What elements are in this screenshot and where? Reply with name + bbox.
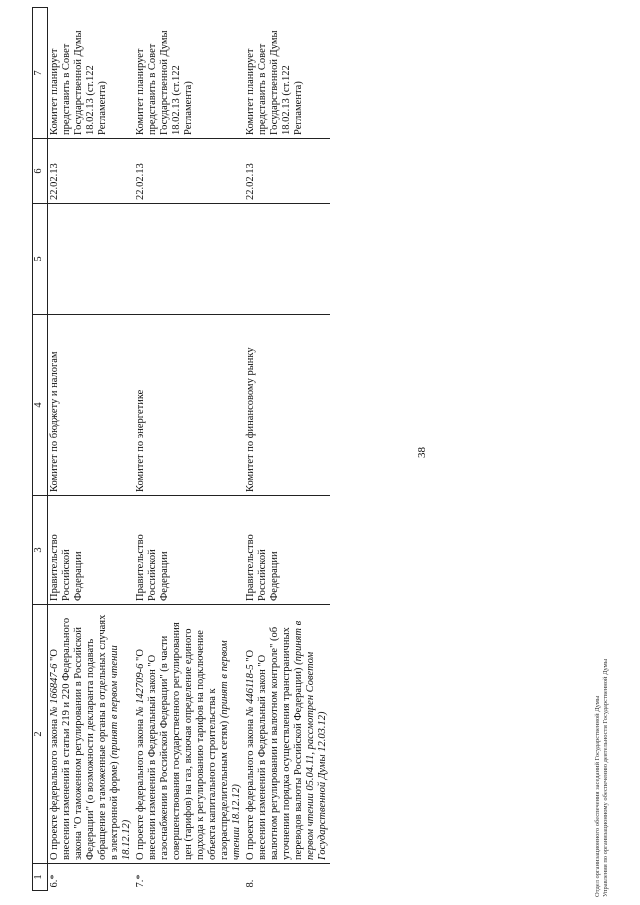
- date: 22.02.13: [134, 139, 244, 204]
- plan-note: Комитет планирует представить в Совет Государственной Думы 18.02.13 (ст.122 Регламента): [48, 8, 135, 139]
- initiator: Правительство Российской Федерации: [244, 496, 330, 605]
- agenda-table: [32, 7, 330, 891]
- committee: Комитет по энергетике: [134, 315, 244, 496]
- bill-reading-note: (принят в первом чтении 18.12.12): [109, 645, 132, 860]
- col-header-1: 1: [33, 864, 48, 891]
- row-number: 6.*: [49, 874, 60, 888]
- table-row: [48, 8, 135, 891]
- initiator: Правительство Российской Федерации: [134, 496, 244, 605]
- col-header-4: 4: [33, 315, 48, 496]
- column-5-cell: [244, 204, 330, 315]
- footer-line-1: Отдел организационного обеспечения заседаний Государственной Думы: [594, 695, 601, 897]
- plan-note: Комитет планирует представить в Совет Государственной Думы 18.02.13 (ст.122 Регламента): [134, 8, 244, 139]
- bill-body: "О внесении изменений в Федеральный закон "О валютном регулировании и валютном контроле" (об уточнении порядка осуществления трансграничных переводов валюты Российской Федерации): [245, 626, 304, 860]
- column-5-cell: [134, 204, 244, 315]
- date: 22.02.13: [244, 139, 330, 204]
- bill-body: "О внесении изменений в статьи 219 и 220 Федерального закона "О таможенном регулировании в Российской Федерации" (о возможности декларанта подавать обращение в таможенные органы в отдельных случаях в электронной форме): [49, 614, 120, 860]
- column-5-cell: [48, 204, 135, 315]
- bill-title-prefix: О проекте федерального закона: [49, 716, 60, 860]
- row-number: 7.*: [135, 874, 146, 888]
- bill-description: [48, 605, 135, 864]
- bill-number: № 166847-6: [49, 663, 60, 717]
- col-header-3: 3: [33, 496, 48, 605]
- bill-number: № 142709-6: [135, 663, 146, 717]
- committee: Комитет по финансовому рынку: [244, 315, 330, 496]
- date: 22.02.13: [48, 139, 135, 204]
- bill-title-prefix: О проекте федерального закона: [245, 716, 256, 860]
- bill-title-prefix: О проекте федерального закона: [135, 716, 146, 860]
- footer-line-2: Управления по организационному обеспечению деятельности Государственной Думы: [602, 658, 609, 897]
- table-row: [244, 8, 330, 891]
- bill-reading-note: (принят в первом чтении 05.04.11, рассмотрен Советом Государственной Думы 12.03.12): [293, 620, 328, 860]
- initiator: Правительство Российской Федерации: [48, 496, 135, 605]
- bill-body: "О внесении изменений в Федеральный закон "О газоснабжении в Российской Федерации" (в части совершенствования государственного регулирования цен (тарифов) на газ, включая определение единого подхода к регулированию тарифов на подключение объекта капитального строительства к газораспределительным сетям): [135, 622, 230, 860]
- row-number: 8.: [245, 879, 256, 888]
- committee: Комитет по бюджету и налогам: [48, 315, 135, 496]
- page-number: 38: [416, 447, 428, 458]
- bill-description: [134, 605, 244, 864]
- page-footer: [594, 659, 610, 897]
- col-header-7: 7: [33, 8, 48, 139]
- column-number-row: [33, 8, 48, 891]
- plan-note: Комитет планирует представить в Совет Государственной Думы 18.02.13 (ст.122 Регламента): [244, 8, 330, 139]
- bill-description: [244, 605, 330, 864]
- table-row: [134, 8, 244, 891]
- bill-number: № 446118-5: [245, 664, 256, 717]
- bill-reading-note: (принят в первом чтении 18.12.12): [219, 640, 242, 860]
- col-header-6: 6: [33, 139, 48, 204]
- col-header-5: 5: [33, 204, 48, 315]
- col-header-2: 2: [33, 605, 48, 864]
